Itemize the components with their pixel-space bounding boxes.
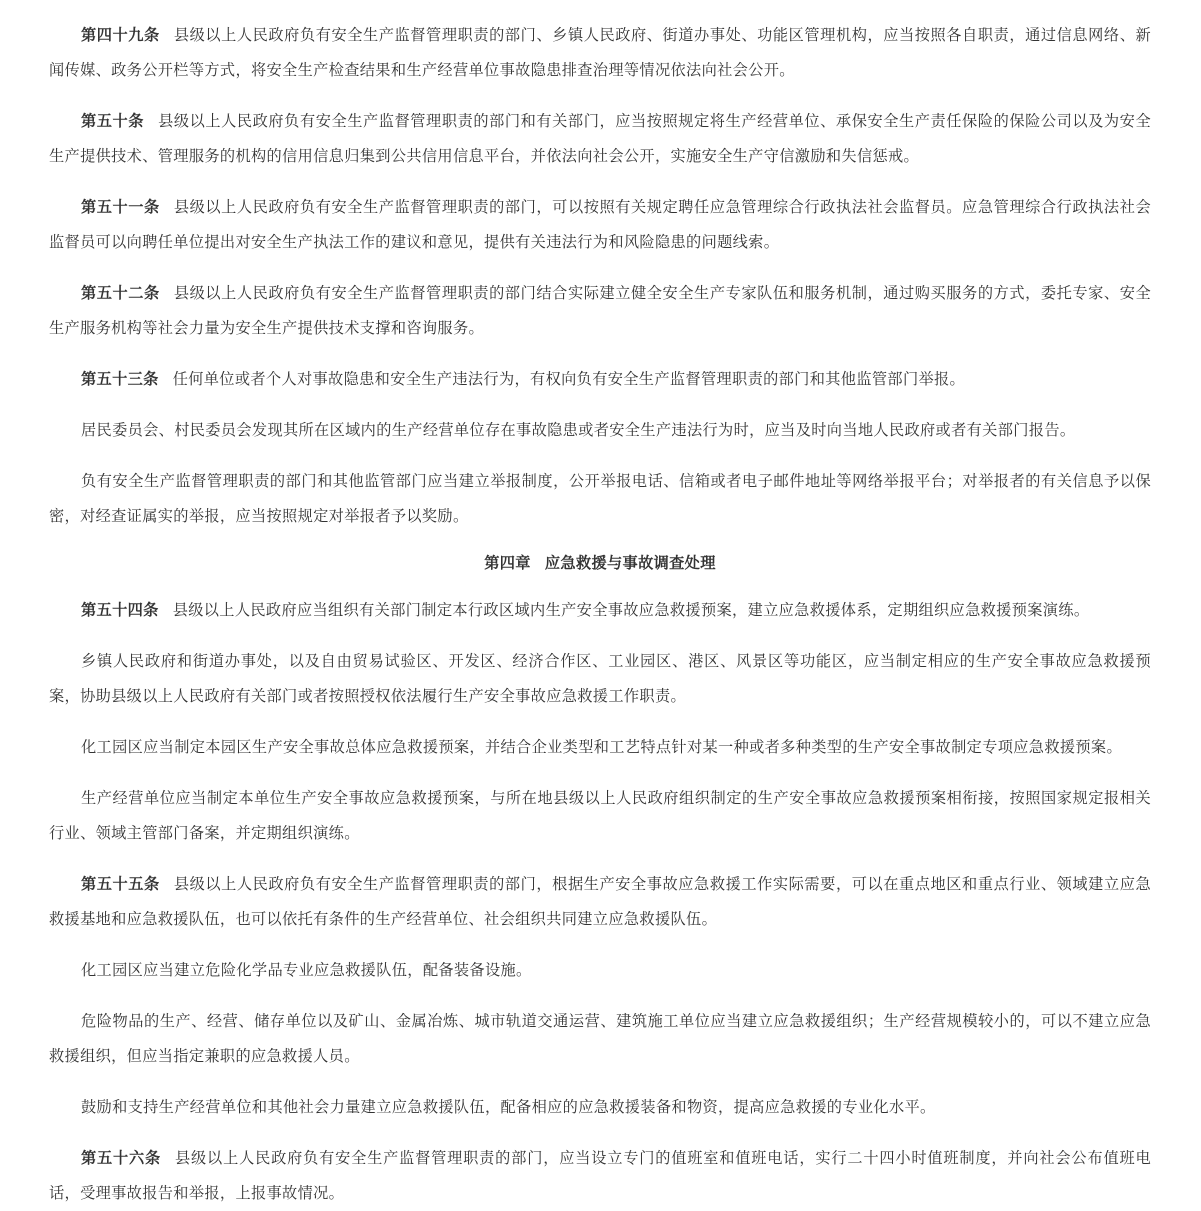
article-paragraph <box>49 362 1151 397</box>
article-text: 县级以上人民政府应当组织有关部门制定本行政区域内生产安全事故应急救援预案，建立应急救援体系，定期组织应急救援预案演练。 <box>172 601 1090 619</box>
paragraph-text: 危险物品的生产、经营、储存单位以及矿山、金属冶炼、城市轨道交通运营、建筑施工单位应当建立应急救援组织；生产经营规模较小的，可以不建立应急救援组织，但应当指定兼职的应急救援人员。 <box>49 1012 1151 1065</box>
article-number: 第五十一条 <box>81 198 160 216</box>
article-number: 第五十五条 <box>81 875 160 893</box>
paragraph-text: 负有安全生产监督管理职责的部门和其他监管部门应当建立举报制度，公开举报电话、信箱或者电子邮件地址等网络举报平台；对举报者的有关信息予以保密，对经查证属实的举报，应当按照规定对举报者予以奖励。 <box>49 472 1151 525</box>
body-paragraph <box>49 953 1151 988</box>
paragraph-text: 居民委员会、村民委员会发现其所在区域内的生产经营单位存在事故隐患或者安全生产违法行为时，应当及时向当地人民政府或者有关部门报告。 <box>81 421 1076 439</box>
article-paragraph <box>49 190 1151 260</box>
chapter-title: 应急救援与事故调查处理 <box>544 554 716 572</box>
article-paragraph <box>49 1141 1151 1211</box>
paragraph-text: 鼓励和支持生产经营单位和其他社会力量建立应急救援队伍，配备相应的应急救援装备和物资，提高应急救援的专业化水平。 <box>81 1098 936 1116</box>
body-paragraph <box>49 644 1151 714</box>
body-paragraph <box>49 464 1151 534</box>
article-text: 县级以上人民政府负有安全生产监督管理职责的部门和有关部门，应当按照规定将生产经营单位、承保安全生产责任保险的保险公司以及为安全生产提供技术、管理服务的机构的信用信息归集到公共信用信息平台，并依法向社会公开，实施安全生产守信激励和失信惩戒。 <box>49 112 1151 165</box>
chapter-heading <box>49 550 1151 577</box>
paragraph-text: 生产经营单位应当制定本单位生产安全事故应急救援预案，与所在地县级以上人民政府组织制定的生产安全事故应急救援预案相衔接，按照国家规定报相关行业、领域主管部门备案，并定期组织演练。 <box>49 789 1151 842</box>
article-paragraph <box>49 593 1151 628</box>
article-number: 第五十条 <box>81 112 145 130</box>
body-paragraph <box>49 413 1151 448</box>
chapter-number: 第四章 <box>484 554 531 572</box>
body-paragraph <box>49 1004 1151 1074</box>
article-text: 县级以上人民政府负有安全生产监督管理职责的部门，根据生产安全事故应急救援工作实际需要，可以在重点地区和重点行业、领域建立应急救援基地和应急救援队伍，也可以依托有条件的生产经营单位、社会组织共同建立应急救援队伍。 <box>49 875 1152 928</box>
article-text: 县级以上人民政府负有安全生产监督管理职责的部门结合实际建立健全安全生产专家队伍和服务机制，通过购买服务的方式，委托专家、安全生产服务机构等社会力量为安全生产提供技术支撑和咨询服务。 <box>49 284 1152 337</box>
paragraph-text: 乡镇人民政府和街道办事处，以及自由贸易试验区、开发区、经济合作区、工业园区、港区、风景区等功能区，应当制定相应的生产安全事故应急救援预案，协助县级以上人民政府有关部门或者按照授权依法履行生产安全事故应急救援工作职责。 <box>49 652 1151 705</box>
article-text: 县级以上人民政府负有安全生产监督管理职责的部门，应当设立专门的值班室和值班电话，实行二十四小时值班制度，并向社会公布值班电话，受理事故报告和举报，上报事故情况。 <box>49 1149 1152 1202</box>
paragraph-text: 化工园区应当制定本园区生产安全事故总体应急救援预案，并结合企业类型和工艺特点针对某一种或者多种类型的生产安全事故制定专项应急救援预案。 <box>81 738 1123 756</box>
article-text: 县级以上人民政府负有安全生产监督管理职责的部门、乡镇人民政府、街道办事处、功能区管理机构，应当按照各自职责，通过信息网络、新闻传媒、政务公开栏等方式，将安全生产检查结果和生产经营单位事故隐患排查治理等情况依法向社会公开。 <box>49 26 1152 79</box>
body-paragraph <box>49 730 1151 765</box>
article-paragraph <box>49 18 1151 88</box>
article-number: 第五十三条 <box>81 370 159 388</box>
body-paragraph <box>49 1090 1151 1125</box>
body-paragraph <box>49 781 1151 851</box>
article-number: 第四十九条 <box>81 26 160 44</box>
article-paragraph <box>49 867 1151 937</box>
article-text: 任何单位或者个人对事故隐患和安全生产违法行为，有权向负有安全生产监督管理职责的部门和其他监管部门举报。 <box>172 370 966 388</box>
article-paragraph <box>49 104 1151 174</box>
article-number: 第五十六条 <box>81 1149 162 1167</box>
article-number: 第五十四条 <box>81 601 159 619</box>
article-paragraph <box>49 276 1151 346</box>
article-number: 第五十二条 <box>81 284 160 302</box>
paragraph-text: 化工园区应当建立危险化学品专业应急救援队伍，配备装备设施。 <box>81 961 532 979</box>
article-text: 县级以上人民政府负有安全生产监督管理职责的部门，可以按照有关规定聘任应急管理综合行政执法社会监督员。应急管理综合行政执法社会监督员可以向聘任单位提出对安全生产执法工作的建议和意见，提供有关违法行为和风险隐患的问题线索。 <box>49 198 1152 251</box>
